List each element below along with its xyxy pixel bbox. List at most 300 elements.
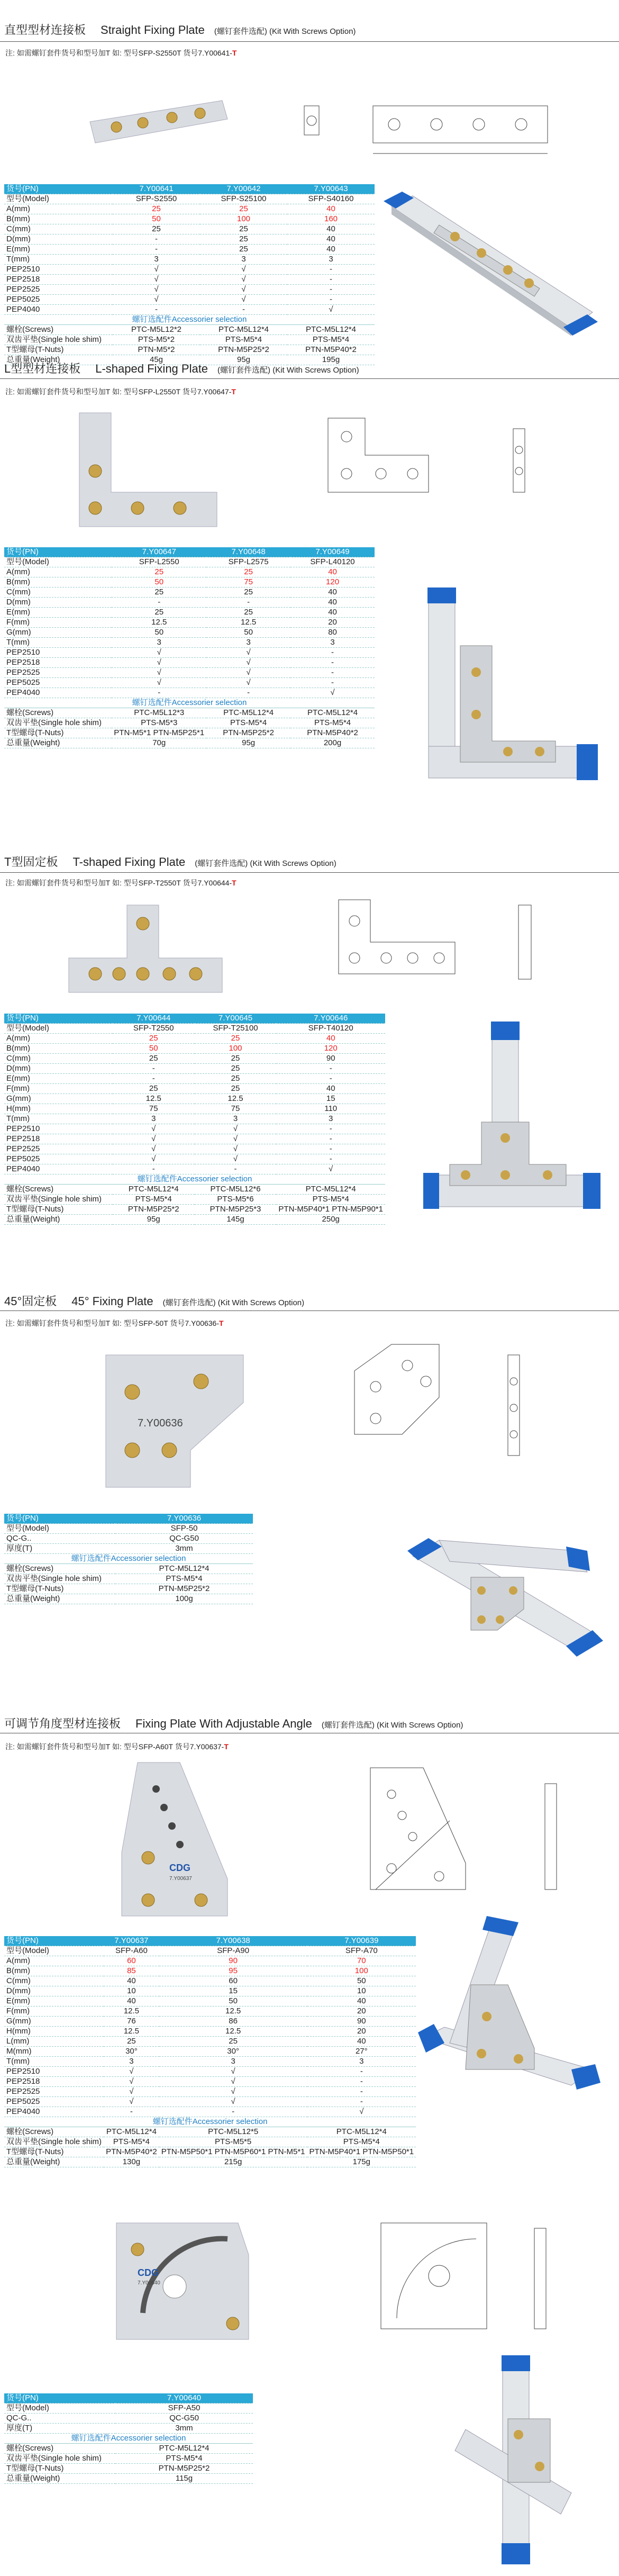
cell-value: PTC-M5L12*4 — [287, 325, 375, 335]
cell-value: 7.Y00640 — [115, 2393, 253, 2403]
cell-value: √ — [113, 1124, 195, 1134]
cell-value: 90 — [276, 1054, 385, 1064]
cell-value: 25 — [104, 2037, 159, 2047]
cell-value: PTC-M5L12*4 — [276, 1185, 385, 1195]
row-label: 螺栓(Screws) — [4, 2127, 104, 2137]
cell-value: 25 — [195, 1064, 277, 1074]
title-en: Straight Fixing Plate — [101, 23, 205, 37]
cell-value: - — [276, 1144, 385, 1154]
45-plate-render — [407, 1530, 608, 1678]
table-row — [4, 618, 375, 628]
cell-value: √ — [112, 658, 206, 668]
table-row — [4, 245, 375, 255]
cell-value: 7.Y00645 — [195, 1014, 277, 1024]
table-row — [4, 1124, 385, 1134]
cell-value: 25 — [112, 608, 206, 618]
cell-value: √ — [113, 1144, 195, 1154]
row-label: E(mm) — [4, 608, 112, 618]
cell-value: 50 — [112, 628, 206, 638]
row-label: 货号(PN) — [4, 1014, 113, 1024]
accessory-header — [4, 1174, 385, 1185]
row-label: L(mm) — [4, 2037, 104, 2047]
cell-value: PTC-M5L12*4 — [307, 2127, 416, 2137]
cell-value: √ — [195, 1134, 277, 1144]
cell-value: PTS-M5*4 — [307, 2137, 416, 2147]
row-label: C(mm) — [4, 1054, 113, 1064]
table-row — [4, 1074, 385, 1084]
cell-value: SFP-50 — [115, 1524, 253, 1534]
row-label: QC-G.. — [4, 1534, 115, 1544]
spec-table — [4, 547, 375, 748]
cell-value: 130g — [104, 2157, 159, 2167]
l-plate-photo — [69, 408, 227, 535]
table-row — [4, 587, 375, 598]
table-row — [4, 2157, 416, 2167]
row-label: T型螺母(T-Nuts) — [4, 2464, 115, 2474]
row-label: 螺栓(Screws) — [4, 2444, 115, 2454]
table-row — [4, 255, 375, 265]
cell-value: SFP-S25100 — [200, 194, 287, 204]
cell-value: 7.Y00639 — [307, 1936, 416, 1946]
row-label: T型螺母(T-Nuts) — [4, 1205, 113, 1215]
table-row — [4, 678, 375, 688]
table-row — [4, 1195, 385, 1205]
note: 注: 如需螺钉套件货号和型号加T 如: 型号SFP-S2550T 货号7.Y00641-T — [5, 49, 237, 57]
table-row — [4, 1996, 416, 2006]
table-row — [4, 648, 375, 658]
cell-value: 3 — [112, 638, 206, 648]
table-row — [4, 2006, 416, 2017]
table-row — [4, 2037, 416, 2047]
cell-value: 15 — [159, 1986, 307, 1996]
section-title: T型固定板 T-shaped Fixing Plate (螺钉套件选配) (Kit With Screws Option) — [4, 855, 336, 869]
table-row — [4, 214, 375, 224]
row-label: H(mm) — [4, 2027, 104, 2037]
cell-value: √ — [159, 2087, 307, 2097]
row-label: B(mm) — [4, 577, 112, 587]
cell-value: - — [290, 648, 375, 658]
cell-value: 90 — [159, 1956, 307, 1966]
table-row — [4, 608, 375, 618]
accessory-header — [4, 2434, 253, 2444]
cell-value: PTN-M5P25*2 — [115, 2464, 253, 2474]
cell-value: - — [307, 2067, 416, 2077]
cell-value: 12.5 — [112, 618, 206, 628]
adjustable-plate-drawing — [333, 1757, 587, 1905]
cell-value: PTC-M5L12*4 — [104, 2127, 159, 2137]
cell-value: - — [290, 678, 375, 688]
cell-value: 20 — [307, 2006, 416, 2017]
row-label: T型螺母(T-Nuts) — [4, 345, 113, 355]
cell-value: PTN-M5P50*1 PTN-M5P60*1 PTN-M5*1 — [159, 2147, 307, 2157]
row-label: T型螺母(T-Nuts) — [4, 728, 112, 738]
cell-value: - — [307, 2087, 416, 2097]
cell-value: 110 — [276, 1104, 385, 1114]
row-label: PEP2525 — [4, 668, 112, 678]
row-label: B(mm) — [4, 1044, 113, 1054]
title-kit: (螺钉套件选配) (Kit With Screws Option) — [214, 27, 356, 36]
table-row — [4, 1514, 253, 1524]
stamp-text: 7.Y00636 — [138, 1417, 183, 1429]
cell-value: SFP-S2550 — [113, 194, 200, 204]
cell-value: 27° — [307, 2047, 416, 2057]
row-label: 双齿平垫(Single hole shim) — [4, 2454, 115, 2464]
cell-value: 12.5 — [104, 2027, 159, 2037]
cell-value: 160 — [287, 214, 375, 224]
table-row — [4, 668, 375, 678]
row-label: PEP4040 — [4, 2107, 104, 2117]
cell-value: 40 — [287, 245, 375, 255]
table-row — [4, 628, 375, 638]
row-label: PEP2518 — [4, 275, 113, 285]
row-label: PEP4040 — [4, 1164, 113, 1174]
cell-value: 90 — [307, 2017, 416, 2027]
cell-value: - — [276, 1134, 385, 1144]
cell-value: 50 — [113, 1044, 195, 1054]
spec-table — [4, 184, 375, 365]
cell-value: 12.5 — [195, 1094, 277, 1104]
cell-value: - — [112, 598, 206, 608]
t-plate-drawing — [317, 894, 571, 1000]
cell-value: √ — [290, 688, 375, 698]
table-row — [4, 1064, 385, 1074]
table-row — [4, 2097, 416, 2107]
row-label: 货号(PN) — [4, 1936, 104, 1946]
cell-value: PTS-M5*4 — [287, 335, 375, 345]
cell-value: PTN-M5P40*2 — [104, 2147, 159, 2157]
table-row — [4, 1134, 385, 1144]
cell-value: 15 — [276, 1094, 385, 1104]
cell-value: 75 — [206, 577, 290, 587]
a50-plate-render — [444, 2355, 603, 2567]
straight-plate-photo — [79, 90, 233, 153]
row-label: C(mm) — [4, 1976, 104, 1986]
row-label: T(mm) — [4, 255, 113, 265]
t-plate-photo — [63, 900, 233, 1011]
row-label: T(mm) — [4, 2057, 104, 2067]
cell-value: SFP-L2550 — [112, 557, 206, 567]
row-label: PEP2510 — [4, 2067, 104, 2077]
cell-value: 50 — [206, 628, 290, 638]
table-row — [4, 638, 375, 648]
cell-value: PTN-M5P40*2 — [287, 345, 375, 355]
cell-value: PTS-M5*4 — [115, 2454, 253, 2464]
cell-value: PTN-M5P40*1 PTN-M5P90*1 — [276, 1205, 385, 1215]
table-row — [4, 234, 375, 245]
section-t-shaped — [0, 842, 619, 1265]
cell-value: √ — [200, 275, 287, 285]
table-row — [4, 275, 375, 285]
table-row — [4, 718, 375, 728]
cell-value: √ — [104, 2087, 159, 2097]
cell-value: 12.5 — [104, 2006, 159, 2017]
cell-value: 3 — [195, 1114, 277, 1124]
cell-value: - — [276, 1154, 385, 1164]
cell-value: 50 — [113, 214, 200, 224]
row-label: PEP5025 — [4, 678, 112, 688]
table-row — [4, 1976, 416, 1986]
row-label: D(mm) — [4, 1064, 113, 1074]
cell-value: 25 — [113, 1084, 195, 1094]
table-row — [4, 1574, 253, 1584]
table-row — [4, 295, 375, 305]
cell-value: PTC-M5L12*6 — [195, 1185, 277, 1195]
cell-value: - — [307, 2077, 416, 2087]
cell-value: - — [113, 245, 200, 255]
table-row — [4, 2017, 416, 2027]
spec-table — [4, 2393, 253, 2484]
table-row — [4, 204, 375, 214]
cell-value: - — [287, 265, 375, 275]
row-label: 型号(Model) — [4, 194, 113, 204]
cell-value: 215g — [159, 2157, 307, 2167]
table-row — [4, 2107, 416, 2117]
cell-value: √ — [113, 265, 200, 275]
cell-value: 75 — [113, 1104, 195, 1114]
table-row — [4, 1215, 385, 1225]
table-row — [4, 345, 375, 355]
adjustable-plate-photo — [106, 1757, 243, 1927]
cell-value: 25 — [113, 224, 200, 234]
cell-value: 95g — [206, 738, 290, 748]
table-row — [4, 557, 375, 567]
cell-value: √ — [195, 1124, 277, 1134]
table-row — [4, 1054, 385, 1064]
cell-value: 60 — [159, 1976, 307, 1986]
cell-value: PTS-M5*4 — [113, 1195, 195, 1205]
row-label: PEP2518 — [4, 1134, 113, 1144]
cell-value: SFP-S40160 — [287, 194, 375, 204]
table-row — [4, 1956, 416, 1966]
cell-value: PTC-M5L12*3 — [112, 708, 206, 718]
cell-value: PTN-M5P25*2 — [206, 728, 290, 738]
cell-value: 30° — [104, 2047, 159, 2057]
cell-value: 7.Y00643 — [287, 184, 375, 194]
cell-value: 95g — [200, 355, 287, 365]
cell-value: 25 — [195, 1084, 277, 1094]
cell-value: - — [276, 1074, 385, 1084]
cell-value: √ — [200, 285, 287, 295]
row-label: F(mm) — [4, 2006, 104, 2017]
section-title: 45°固定板 45° Fixing Plate (螺钉套件选配) (Kit With Screws Option) — [4, 1295, 305, 1308]
row-label: PEP2525 — [4, 285, 113, 295]
row-label: PEP2518 — [4, 2077, 104, 2087]
section-45-degree — [0, 1265, 619, 1688]
cell-value: 7.Y00636 — [115, 1514, 253, 1524]
cell-value: SFP-A60 — [104, 1946, 159, 1956]
cell-value: PTC-M5L12*4 — [206, 708, 290, 718]
cell-value: 7.Y00644 — [113, 1014, 195, 1024]
table-row — [4, 567, 375, 577]
cell-value: √ — [206, 658, 290, 668]
cell-value: 7.Y00648 — [206, 547, 290, 557]
table-row — [4, 577, 375, 587]
row-label: T(mm) — [4, 1114, 113, 1124]
row-label: T型螺母(T-Nuts) — [4, 1584, 115, 1594]
cell-value: 10 — [307, 1986, 416, 1996]
table-row — [4, 1084, 385, 1094]
cell-value: PTC-M5L12*5 — [159, 2127, 307, 2137]
table-row — [4, 1205, 385, 1215]
row-label: 双齿平垫(Single hole shim) — [4, 718, 112, 728]
row-label: T型螺母(T-Nuts) — [4, 2147, 104, 2157]
cell-value: 3mm — [115, 2424, 253, 2434]
cell-value: PTC-M5L12*4 — [290, 708, 375, 718]
cell-value: 20 — [290, 618, 375, 628]
table-row — [4, 1114, 385, 1124]
cell-value: 20 — [307, 2027, 416, 2037]
cell-value: SFP-L2575 — [206, 557, 290, 567]
row-label: A(mm) — [4, 1034, 113, 1044]
table-row — [4, 2474, 253, 2484]
cell-value: √ — [307, 2107, 416, 2117]
cell-value: 25 — [200, 245, 287, 255]
row-label: G(mm) — [4, 1094, 113, 1104]
row-label: PEP5025 — [4, 2097, 104, 2107]
row-label: A(mm) — [4, 1956, 104, 1966]
cell-value: SFP-L40120 — [290, 557, 375, 567]
cell-value: 200g — [290, 738, 375, 748]
section-a50 — [0, 2202, 619, 2572]
row-label: 货号(PN) — [4, 547, 112, 557]
cell-value: QC-G50 — [115, 2414, 253, 2424]
row-label: 货号(PN) — [4, 2393, 115, 2403]
table-row — [4, 265, 375, 275]
accessory-header — [4, 315, 375, 325]
row-label: 总重量(Weight) — [4, 1594, 115, 1604]
cell-value: 40 — [290, 587, 375, 598]
accessory-label: 螺钉选配件Accessorier selection — [4, 315, 375, 325]
table-row — [4, 335, 375, 345]
row-label: 双齿平垫(Single hole shim) — [4, 1574, 115, 1584]
table-row — [4, 1144, 385, 1154]
cell-value: 25 — [113, 1054, 195, 1064]
row-label: 总重量(Weight) — [4, 355, 113, 365]
table-row — [4, 738, 375, 748]
row-label: A(mm) — [4, 567, 112, 577]
adjustable-plate-render — [413, 1911, 603, 2101]
cell-value: PTS-M5*4 — [115, 1574, 253, 1584]
cell-value: PTS-M5*4 — [104, 2137, 159, 2147]
cell-value: 3 — [307, 2057, 416, 2067]
note: 注: 如需螺钉套件货号和型号加T 如: 型号SFP-T2550T 货号7.Y00644-T — [5, 879, 236, 887]
cell-value: 195g — [287, 355, 375, 365]
table-row — [4, 1936, 416, 1946]
cell-value: 25 — [113, 1034, 195, 1044]
row-label: 螺栓(Screws) — [4, 708, 112, 718]
row-label: 型号(Model) — [4, 557, 112, 567]
cell-value: 10 — [104, 1986, 159, 1996]
cell-value: 120 — [276, 1044, 385, 1054]
row-label: 货号(PN) — [4, 184, 113, 194]
cell-value: 70 — [307, 1956, 416, 1966]
cell-value: - — [113, 234, 200, 245]
accessory-header — [4, 2117, 416, 2127]
l-plate-render — [407, 582, 608, 805]
row-label: C(mm) — [4, 587, 112, 598]
table-row — [4, 305, 375, 315]
logo-text: CDG — [169, 1863, 190, 1873]
cell-value: PTS-M5*4 — [290, 718, 375, 728]
row-label: 螺栓(Screws) — [4, 1185, 113, 1195]
cell-value: 80 — [290, 628, 375, 638]
cell-value: PTN-M5P40*1 PTN-M5P50*1 — [307, 2147, 416, 2157]
cell-value: - — [287, 285, 375, 295]
cell-value: 3 — [276, 1114, 385, 1124]
cell-value: 25 — [195, 1074, 277, 1084]
row-label: 螺栓(Screws) — [4, 1564, 115, 1574]
cell-value: 45g — [113, 355, 200, 365]
table-row — [4, 2057, 416, 2067]
cell-value: PTC-M5L12*4 — [115, 2444, 253, 2454]
cell-value: 25 — [200, 204, 287, 214]
note: 注: 如需螺钉套件货号和型号加T 如: 型号SFP-L2550T 货号7.Y00647-T — [5, 387, 236, 396]
section-title: 可调节角度型材连接板 Fixing Plate With Adjustable Angle (螺钉套件选配) (Kit With Screws Option) — [4, 1717, 463, 1730]
cell-value: PTS-M5*3 — [112, 718, 206, 728]
cell-value: PTS-M5*6 — [195, 1195, 277, 1205]
table-row — [4, 2077, 416, 2087]
row-label: 双齿平垫(Single hole shim) — [4, 2137, 104, 2147]
cell-value: 25 — [195, 1034, 277, 1044]
cell-value: 40 — [104, 1996, 159, 2006]
table-row — [4, 1024, 385, 1034]
row-label: C(mm) — [4, 224, 113, 234]
cell-value: √ — [113, 1134, 195, 1144]
logo-sub-text: 7.Y00637 — [169, 1876, 192, 1882]
cell-value: 60 — [104, 1956, 159, 1966]
row-label: D(mm) — [4, 598, 112, 608]
cell-value: 145g — [195, 1215, 277, 1225]
cell-value: 40 — [287, 234, 375, 245]
table-row — [4, 2067, 416, 2077]
45-plate-photo — [95, 1344, 265, 1498]
table-row — [4, 2454, 253, 2464]
row-label: PEP4040 — [4, 305, 113, 315]
cell-value: 12.5 — [113, 1094, 195, 1104]
table-row — [4, 2027, 416, 2037]
cell-value: 3 — [104, 2057, 159, 2067]
section-adjustable — [0, 1688, 619, 2202]
spec-table — [4, 1014, 385, 1225]
row-label: 总重量(Weight) — [4, 2157, 104, 2167]
cell-value: 7.Y00647 — [112, 547, 206, 557]
logo-sub-text: 7.Y00640 — [138, 2280, 160, 2286]
cell-value: 40 — [290, 567, 375, 577]
row-label: 型号(Model) — [4, 2403, 115, 2414]
table-row — [4, 1986, 416, 1996]
accessory-label: 螺钉选配件Accessorier selection — [4, 1174, 385, 1185]
cell-value: √ — [104, 2077, 159, 2087]
cell-value: 25 — [206, 608, 290, 618]
cell-value: 25 — [112, 567, 206, 577]
spec-table — [4, 1936, 416, 2167]
cell-value: 25 — [112, 587, 206, 598]
cell-value: - — [104, 2107, 159, 2117]
cell-value: 100 — [195, 1044, 277, 1054]
table-row — [4, 2403, 253, 2414]
cell-value: - — [113, 1064, 195, 1074]
cell-value: PTN-M5*1 PTN-M5P25*1 — [112, 728, 206, 738]
cell-value: √ — [104, 2067, 159, 2077]
table-row — [4, 1544, 253, 1554]
cell-value: PTN-M5P40*2 — [290, 728, 375, 738]
cell-value: PTC-M5L12*2 — [113, 325, 200, 335]
table-row — [4, 2393, 253, 2403]
cell-value: PTN-M5P25*3 — [195, 1205, 277, 1215]
cell-value: 3 — [287, 255, 375, 265]
cell-value: 25 — [113, 204, 200, 214]
accessory-header — [4, 1554, 253, 1564]
